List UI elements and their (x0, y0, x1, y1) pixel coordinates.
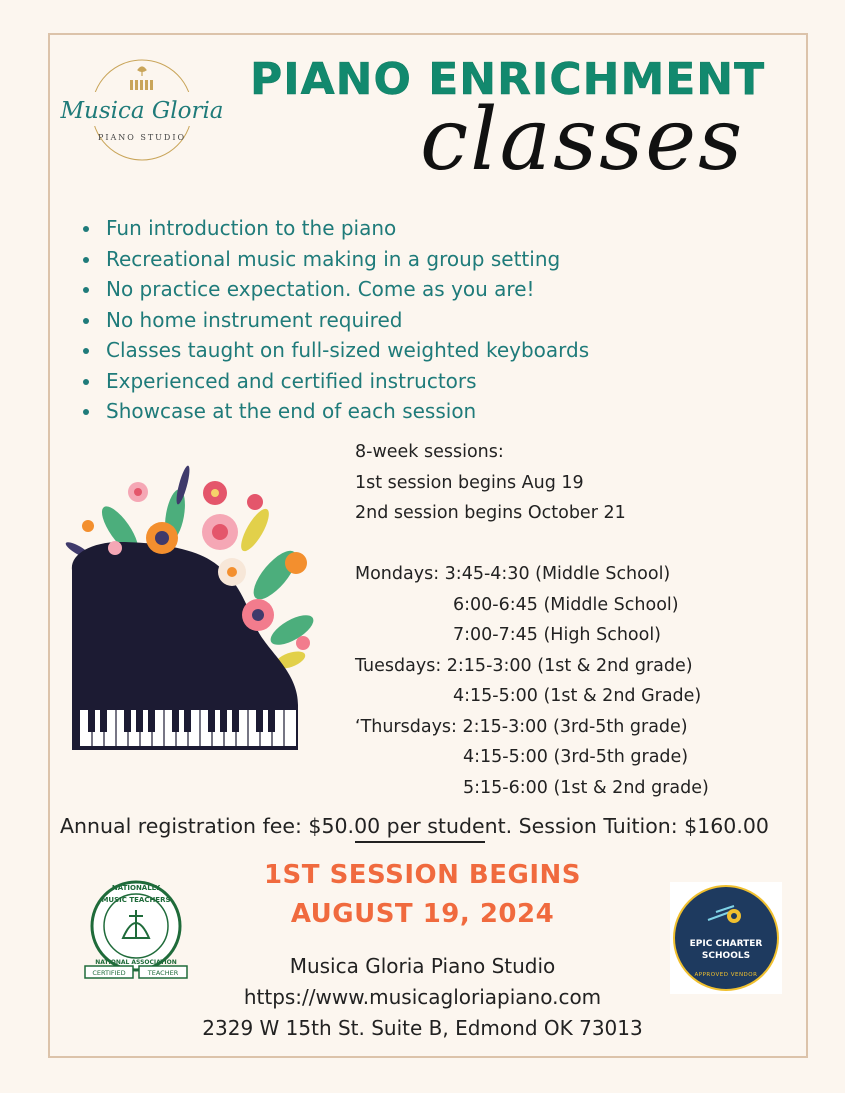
schedule-row: 6:00-6:45 (Middle School) (453, 594, 679, 615)
studio-logo (58, 58, 226, 166)
list-item: • Fun introduction to the piano (102, 213, 589, 244)
feature-list (80, 213, 589, 427)
page-title: PIANO ENRICHMENT (250, 54, 766, 105)
session-intro: 8-week sessions: (355, 442, 504, 462)
spacer (355, 529, 709, 560)
schedule-row: 4:15-5:00 (1st & 2nd Grade) (453, 686, 702, 706)
begins-heading: 1ST SESSION BEGINS (263, 860, 582, 890)
studio-url[interactable]: https://www.musicagloriapiano.com (243, 985, 602, 1009)
epic-bottom: APPROVED VENDOR (694, 972, 758, 978)
mtna-left: CERTIFIED (92, 969, 126, 977)
studio-name: Musica Gloria Piano Studio (289, 954, 556, 978)
piano-flowers-illustration (60, 460, 345, 760)
second-session-date: 2nd session begins October 21 (355, 503, 626, 523)
list-item: • Classes taught on full-sized weighted keyboards (102, 335, 589, 366)
epic-line2: SCHOOLS (701, 951, 751, 961)
logo-subtitle: PIANO STUDIO (97, 133, 187, 142)
schedule-row: 4:15-5:00 (3rd-5th grade) (463, 747, 689, 767)
schedule-row: 5:15-6:00 (1st & 2nd grade) (463, 777, 709, 798)
mtna-mid: MUSIC TEACHERS (101, 896, 171, 904)
list-item: • Experienced and certified instructors (102, 366, 589, 397)
fee-info: Annual registration fee: $50.00 per student. Session Tuition: $160.00 (60, 814, 769, 838)
schedule-row: 7:00-7:45 (High School) (453, 625, 662, 645)
mtna-right: TEACHER (147, 969, 179, 977)
mtna-bottom: NATIONAL ASSOCIATION (95, 959, 177, 966)
mtna-certified-seal (83, 876, 189, 982)
list-item: • Recreational music making in a group setting (102, 244, 589, 275)
schedule-row: Mondays: 3:45-4:30 (Middle School) (355, 564, 671, 584)
first-session-date: 1st session begins Aug 19 (355, 472, 584, 493)
logo-name: Musica Gloria (60, 98, 224, 124)
schedule-row: ‘Thursdays: 2:15-3:00 (3rd-5th grade) (355, 716, 688, 737)
fee-underline (355, 841, 485, 843)
epic-line1: EPIC CHARTER (689, 939, 763, 949)
mtna-top: NATIONALLY (111, 884, 161, 892)
epic-charter-badge (670, 882, 782, 994)
studio-address: 2329 W 15th St. Suite B, Edmond OK 73013 (202, 1016, 643, 1040)
schedule-row: Tuesdays: 2:15-3:00 (1st & 2nd grade) (355, 655, 693, 676)
list-item: • No home instrument required (102, 305, 589, 336)
page-title-script: classes (420, 90, 745, 190)
begins-date: AUGUST 19, 2024 (290, 899, 555, 929)
list-item: • No practice expectation. Come as you are! (102, 274, 589, 305)
session-schedule (355, 437, 709, 803)
list-item: • Showcase at the end of each session (102, 396, 589, 427)
